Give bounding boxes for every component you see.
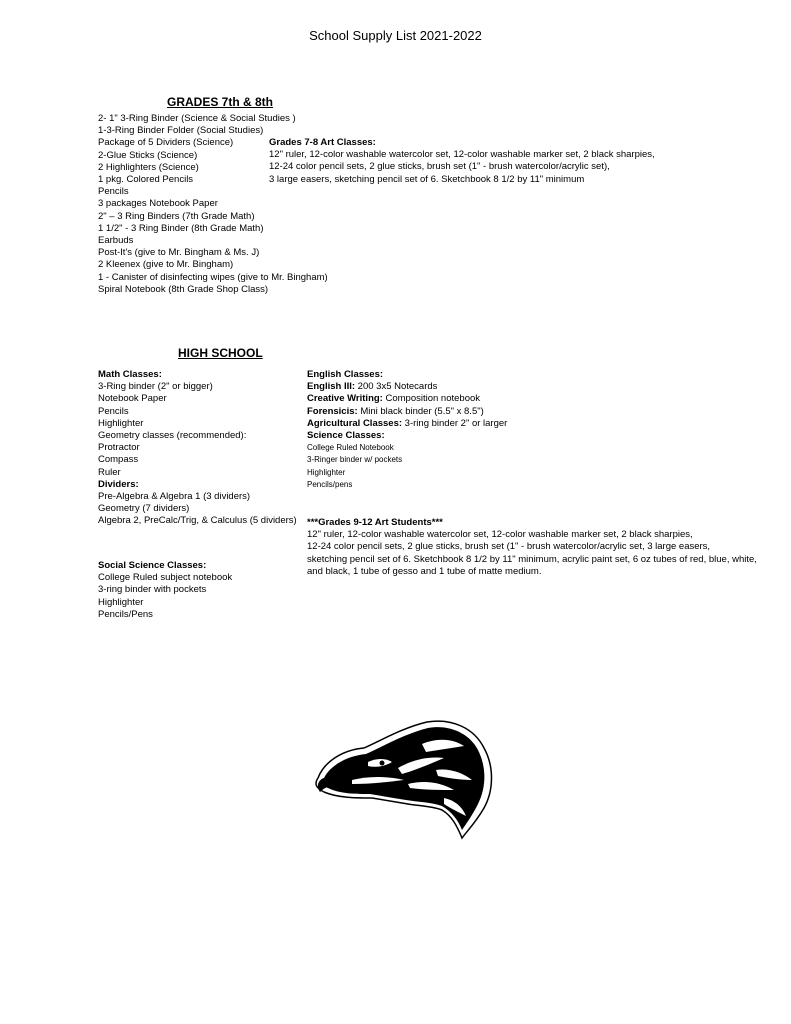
english-row-text: Composition notebook <box>382 393 481 405</box>
list-item: 3-Ringer binder w/ pockets <box>307 455 403 465</box>
art-line: sketching pencil set of 6. Sketchbook 8 1/2 by 11" minimum, acrylic paint set, 6 oz tubes of red, blue, white, <box>307 553 757 565</box>
english-row-label: Agricultural Classes: <box>307 417 403 429</box>
list-item: 1 pkg. Colored Pencils <box>98 174 194 186</box>
list-item: 1 1/2" - 3 Ring Binder (8th Grade Math) <box>98 222 264 234</box>
english-row-text: Mini black binder (5.5" x 8.5") <box>357 405 484 417</box>
list-item: 3 packages Notebook Paper <box>98 198 218 210</box>
list-item: Earbuds <box>98 235 134 247</box>
grades-7-8-heading: GRADES 7th & 8th <box>167 95 274 109</box>
art-line: 12-24 color pencil sets, 2 glue sticks, brush set (1" - brush watercolor/acrylic set, 3 large easers, <box>307 541 711 553</box>
page-title: School Supply List 2021-2022 <box>309 28 482 43</box>
list-item: Algebra 2, PreCalc/Trig, & Calculus (5 dividers) <box>98 515 297 527</box>
dividers-heading: Dividers: <box>98 478 139 490</box>
list-item: Geometry (7 dividers) <box>98 503 190 515</box>
list-item: Highlighter <box>98 596 144 608</box>
list-item: Package of 5 Dividers (Science) <box>98 137 234 149</box>
english-row-text: 200 3x5 Notecards <box>355 381 438 393</box>
list-item: 2 Kleenex (give to Mr. Bingham) <box>98 259 234 271</box>
list-item: Pencils/pens <box>307 479 353 489</box>
english-row-label: Creative Writing: <box>307 393 383 405</box>
list-item: 2-Glue Sticks (Science) <box>98 149 198 161</box>
art-heading: Grades 7-8 Art Classes: <box>269 137 376 148</box>
social-science-section <box>98 560 232 621</box>
list-item: 3-ring binder with pockets <box>98 584 207 596</box>
math-heading: Math Classes: <box>98 369 162 380</box>
list-item: 2 Highlighters (Science) <box>98 161 199 173</box>
english-section <box>307 369 507 491</box>
list-item: Pencils <box>98 186 129 198</box>
list-item: Protractor <box>98 442 140 454</box>
list-item: Pre-Algebra & Algebra 1 (3 dividers) <box>98 491 251 503</box>
list-item: College Ruled Notebook <box>307 443 394 453</box>
list-item: Highlighter <box>98 417 144 429</box>
list-item: Notebook Paper <box>98 393 167 405</box>
art-line: 3 large easers, sketching pencil set of 6. Sketchbook 8 1/2 by 11" minimum <box>269 173 585 185</box>
math-section <box>98 369 297 528</box>
eagle-head-icon <box>312 718 497 840</box>
grades-7-8-art <box>269 137 655 186</box>
list-item: Pencils/Pens <box>98 608 153 620</box>
list-item: 1 - Canister of disinfecting wipes (give to Mr. Bingham) <box>98 271 328 283</box>
art-line: 12" ruler, 12-color washable watercolor set, 12-color washable marker set, 2 black sharpies, <box>269 149 655 161</box>
list-item: Post-It's (give to Mr. Bingham & Ms. J) <box>98 247 260 259</box>
english-row-label: Forensicis: <box>307 405 358 417</box>
list-item: Highlighter <box>307 467 346 477</box>
social-science-heading: Social Science Classes: <box>98 560 207 571</box>
list-item: Ruler <box>98 466 121 478</box>
art-line: and black, 1 tube of gesso and 1 tube of matte medium. <box>307 565 542 577</box>
english-row <box>307 381 507 393</box>
science-heading: Science Classes: <box>307 430 385 442</box>
english-heading: English Classes: <box>307 369 384 380</box>
eagle-logo <box>312 718 497 840</box>
art-line: 12-24 color pencil sets, 2 glue sticks, brush set (1" - brush watercolor/acrylic set), <box>269 161 610 173</box>
english-row <box>307 406 507 418</box>
art-9-12-heading: ***Grades 9-12 Art Students*** <box>307 517 443 528</box>
high-school-heading: HIGH SCHOOL <box>178 346 263 360</box>
list-item: Geometry classes (recommended): <box>98 430 247 442</box>
list-item: Compass <box>98 454 139 466</box>
list-item: 1-3-Ring Binder Folder (Social Studies) <box>98 125 264 137</box>
english-row-label: English III: <box>307 381 356 393</box>
list-item: 2" – 3 Ring Binders (7th Grade Math) <box>98 210 255 222</box>
art-9-12-section <box>307 517 757 578</box>
list-item: Pencils <box>98 405 129 417</box>
list-item: College Ruled subject notebook <box>98 572 233 584</box>
english-row-text: 3-ring binder 2" or larger <box>402 417 508 429</box>
english-row <box>307 418 507 430</box>
list-item: 3-Ring binder (2" or bigger) <box>98 381 213 393</box>
art-line: 12" ruler, 12-color washable watercolor set, 12-color washable marker set, 2 black sharpies, <box>307 529 693 541</box>
list-item: 2- 1" 3-Ring Binder (Science & Social Studies ) <box>98 113 296 124</box>
english-row <box>307 393 507 405</box>
list-item: Spiral Notebook (8th Grade Shop Class) <box>98 283 269 295</box>
